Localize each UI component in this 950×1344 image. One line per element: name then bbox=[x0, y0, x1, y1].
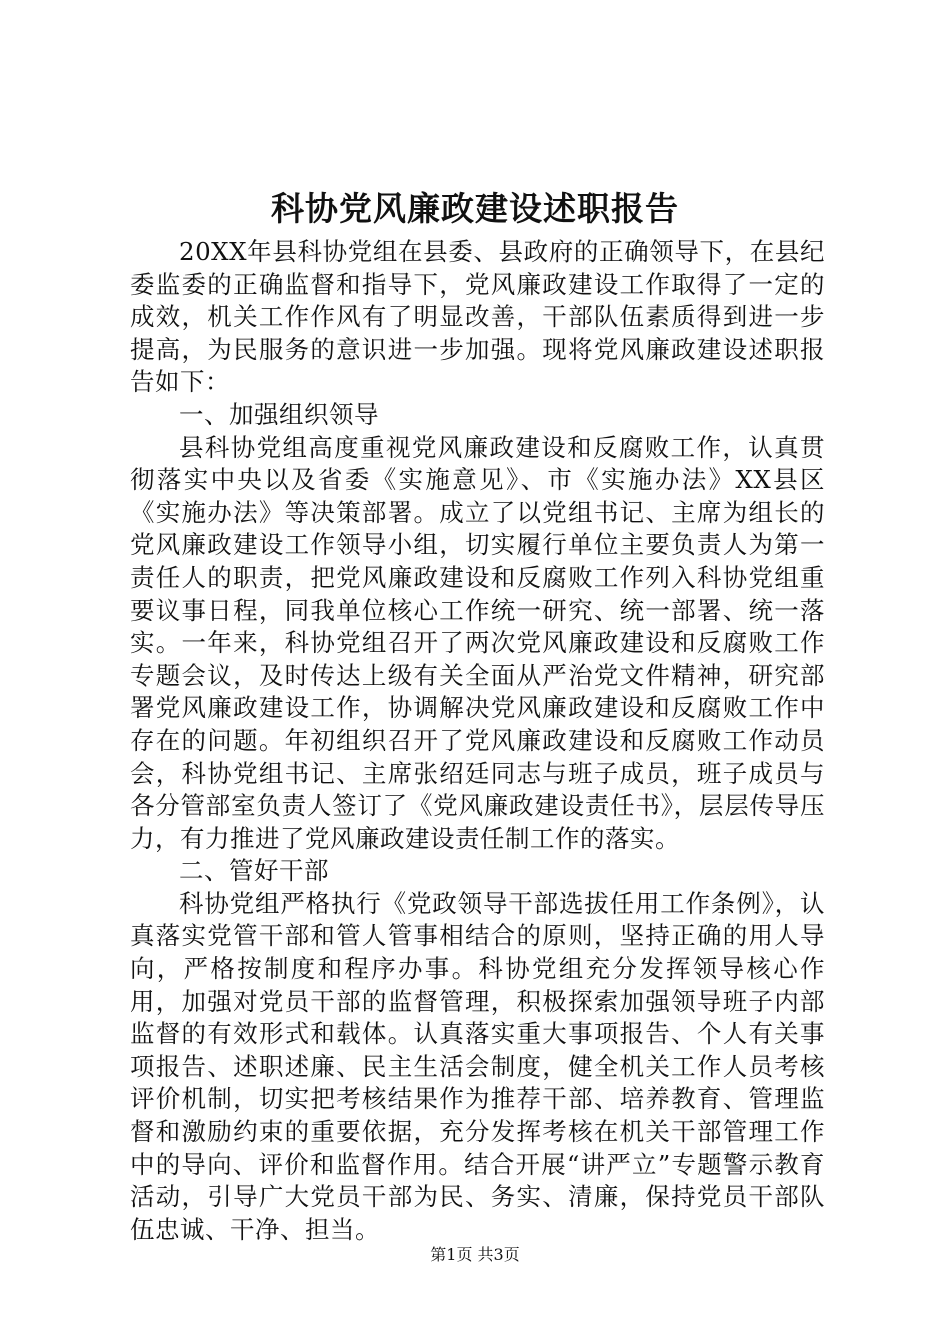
document-body bbox=[130, 236, 825, 1246]
page-footer: 第1页 共3页 bbox=[430, 1245, 520, 1264]
paragraph-section-2: 科协党组严格执行《党政领导干部选拔任用工作条例》，认真落实党管干部和管人管事相结合的原则，坚持正确的用人导向，严格按制度和程序办事。科协党组充分发挥领导核心作用，加强对党员干部的监督管理，积极探索加强领导班子内部监督的有效形式和载体。认真落实重大事项报告、个人有关事项报告、述职述廉、民主生活会制度，健全机关工作人员考核评价机制，切实把考核结果作为推荐干部、培养教育、管理监督和激励约束的重要依据，充分发挥考核在机关干部管理工作中的导向、评价和监督作用。结合开展“讲严立”专题警示教育活动，引导广大党员干部为民、务实、清廉，保持党员干部队伍忠诚、干净、担当。 bbox=[130, 888, 825, 1244]
paragraph-intro: 20XX年县科协党组在县委、县政府的正确领导下，在县纪委监委的正确监督和指导下，党风廉政建设工作取得了一定的成效，机关工作作风有了明显改善，干部队伍素质得到进一步提高，为民服务的意识进一步加强。现将党风廉政建设述职报告如下： bbox=[130, 237, 825, 397]
document-title: 科协党风廉政建设述职报告 bbox=[271, 189, 679, 228]
paragraph-section-1: 县科协党组高度重视党风廉政建设和反腐败工作，认真贯彻落实中央以及省委《实施意见》、市《实施办法》XX县区《实施办法》等决策部署。成立了以党组书记、主席为组长的党风廉政建设工作领导小组，切实履行单位主要负责人为第一责任人的职责，把党风廉政建设和反腐败工作列入科协党组重要议事日程，同我单位核心工作统一研究、统一部署、统一落实。一年来，科协党组召开了两次党风廉政建设和反腐败工作专题会议，及时传达上级有关全面从严治党文件精神，研究部署党风廉政建设工作，协调解决党风廉政建设和反腐败工作中存在的问题。年初组织召开了党风廉政建设和反腐败工作动员会，科协党组书记、主席张绍廷同志与班子成员，班子成员与各分管部室负责人签订了《党风廉政建设责任书》，层层传导压力，有力推进了党风廉政建设责任制工作的落实。 bbox=[130, 432, 825, 853]
section-heading-1: 一、加强组织领导 bbox=[179, 399, 379, 429]
section-heading-2: 二、管好干部 bbox=[179, 856, 329, 886]
